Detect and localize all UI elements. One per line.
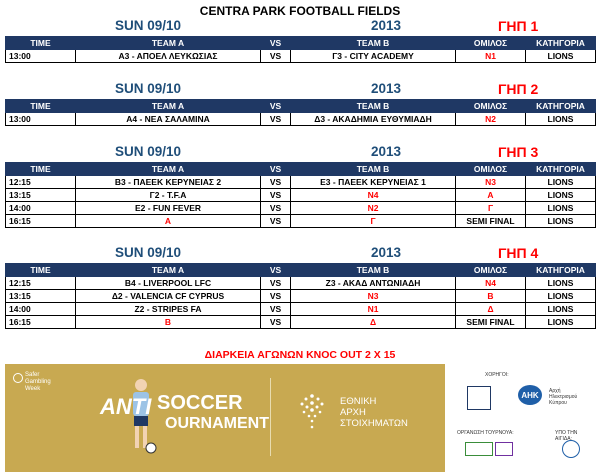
block-header	[5, 81, 595, 99]
aik-logo-icon	[517, 384, 543, 406]
column-header-team-a: TEAM A	[76, 264, 261, 277]
column-header-team-b: TEAM B	[291, 37, 456, 50]
column-header-group: ΟΜΙΛΟΣ	[456, 264, 526, 277]
team-b-cell: Γ	[291, 215, 456, 228]
column-header-time: TIME	[6, 163, 76, 176]
category-cell: LIONS	[526, 316, 596, 329]
match-block	[5, 144, 595, 228]
column-header-vs: VS	[261, 37, 291, 50]
block-date: SUN 09/10	[115, 81, 182, 96]
soccer-text: SOCCER	[157, 392, 243, 414]
category-cell: LIONS	[526, 303, 596, 316]
team-b-cell: Ν2	[291, 202, 456, 215]
team-b-cell: Ν3	[291, 290, 456, 303]
block-year: 2013	[371, 245, 402, 260]
category-cell: LIONS	[526, 202, 596, 215]
knockout-note: ΔΙΑΡΚΕΙΑ ΑΓΩΝΩΝ ΚΝΟC OUT 2 Χ 15	[204, 349, 396, 361]
table-row	[6, 202, 596, 215]
table-row	[6, 290, 596, 303]
match-block	[5, 18, 595, 63]
group-cell: Α	[456, 189, 526, 202]
sponsors-panel	[445, 364, 595, 472]
team-a-cell: Δ2 - VALENCIA CF CYPRUS	[76, 290, 261, 303]
table-row	[6, 316, 596, 329]
block-header	[5, 144, 595, 162]
block-date: SUN 09/10	[115, 144, 182, 159]
column-header-category: ΚΑΤΗΓΟΡΙΑ	[526, 163, 596, 176]
team-a-cell: Γ2 - T.F.A	[76, 189, 261, 202]
organizer-logo-2-icon	[495, 442, 513, 456]
match-block	[5, 245, 595, 329]
column-header-category: ΚΑΤΗΓΟΡΙΑ	[526, 100, 596, 113]
vs-cell: VS	[261, 202, 291, 215]
team-a-cell: Α	[76, 215, 261, 228]
team-b-cell: Ε3 - ΠΑΕΕΚ ΚΕΡΥΝΕΙΑΣ 1	[291, 176, 456, 189]
match-table	[5, 99, 596, 126]
vs-cell: VS	[261, 277, 291, 290]
team-a-cell: Β4 - LIVERPOOL LFC	[76, 277, 261, 290]
table-row	[6, 277, 596, 290]
column-header-time: TIME	[6, 100, 76, 113]
column-header-team-b: TEAM B	[291, 163, 456, 176]
vs-cell: VS	[261, 303, 291, 316]
team-a-cell: Α4 - ΝΕΑ ΣΑΛΑΜΙΝΑ	[76, 113, 261, 126]
pitch-label: ΓΗΠ 2	[498, 81, 539, 97]
tournament-text: OURNAMENT	[165, 415, 269, 432]
group-cell: Γ	[456, 202, 526, 215]
sponsor-logo-icon	[467, 386, 491, 410]
column-header-vs: VS	[261, 264, 291, 277]
block-header	[5, 18, 595, 36]
vs-cell: VS	[261, 189, 291, 202]
time-cell: 12:15	[6, 176, 76, 189]
column-header-team-b: TEAM B	[291, 264, 456, 277]
vs-cell: VS	[261, 50, 291, 63]
time-cell: 14:00	[6, 202, 76, 215]
eas-logo-icon	[295, 392, 329, 432]
match-table	[5, 162, 596, 228]
time-cell: 12:15	[6, 277, 76, 290]
vs-cell: VS	[261, 176, 291, 189]
time-cell: 13:15	[6, 189, 76, 202]
column-header-vs: VS	[261, 163, 291, 176]
team-a-cell: Β	[76, 316, 261, 329]
organizer-label: ΟΡΓΑΝΩΣΗ ΤΟΥΡΝΟΥΑ:	[457, 430, 514, 436]
time-cell: 13:00	[6, 50, 76, 63]
time-cell: 13:15	[6, 290, 76, 303]
safer-gambling-icon	[13, 373, 23, 383]
column-header-team-a: TEAM A	[76, 163, 261, 176]
group-cell: SEMI FINAL	[456, 316, 526, 329]
sponsors-label: ΧΟΡΗΓΟΙ:	[485, 372, 509, 378]
table-row	[6, 50, 596, 63]
column-header-team-b: TEAM B	[291, 100, 456, 113]
svg-text:ΑΗΚ: ΑΗΚ	[521, 391, 539, 400]
column-header-category: ΚΑΤΗΓΟΡΙΑ	[526, 264, 596, 277]
column-header-group: ΟΜΙΛΟΣ	[456, 163, 526, 176]
team-b-cell: Ν1	[291, 303, 456, 316]
organizer-logo-icon	[465, 442, 493, 456]
table-row	[6, 189, 596, 202]
table-header-row	[6, 264, 596, 277]
block-year: 2013	[371, 144, 402, 159]
group-cell: Β	[456, 290, 526, 303]
block-date: SUN 09/10	[115, 245, 182, 260]
vs-cell: VS	[261, 316, 291, 329]
divider	[270, 378, 271, 456]
column-header-group: ΟΜΙΛΟΣ	[456, 100, 526, 113]
table-row	[6, 176, 596, 189]
column-header-time: TIME	[6, 264, 76, 277]
match-block	[5, 81, 595, 126]
group-cell: Ν2	[456, 113, 526, 126]
page-title: CENTRA PARK FOOTBALL FIELDS	[199, 4, 401, 18]
column-header-group: ΟΜΙΛΟΣ	[456, 37, 526, 50]
table-row	[6, 113, 596, 126]
auspices-logo-icon	[562, 440, 580, 458]
team-a-cell: Α3 - ΑΠΟΕΛ ΛΕΥΚΩΣΙΑΣ	[76, 50, 261, 63]
vs-cell: VS	[261, 113, 291, 126]
category-cell: LIONS	[526, 215, 596, 228]
group-cell: Ν1	[456, 50, 526, 63]
vs-cell: VS	[261, 290, 291, 303]
category-cell: LIONS	[526, 50, 596, 63]
time-cell: 13:00	[6, 113, 76, 126]
match-table	[5, 36, 596, 63]
group-cell: Ν4	[456, 277, 526, 290]
team-a-cell: Ε2 - FUN FEVER	[76, 202, 261, 215]
table-header-row	[6, 100, 596, 113]
block-year: 2013	[371, 18, 402, 33]
category-cell: LIONS	[526, 176, 596, 189]
time-cell: 16:15	[6, 316, 76, 329]
safer-gambling-text: Safer Gambling Week	[25, 372, 51, 392]
block-year: 2013	[371, 81, 402, 96]
aik-caption: Αρχή Ηλεκτρισμού Κύπρου	[549, 388, 578, 406]
column-header-vs: VS	[261, 100, 291, 113]
table-row	[6, 215, 596, 228]
team-a-cell: Β3 - ΠΑΕΕΚ ΚΕΡΥΝΕΙΑΣ 2	[76, 176, 261, 189]
pitch-label: ΓΗΠ 4	[498, 245, 539, 261]
team-b-cell: Δ	[291, 316, 456, 329]
table-row	[6, 303, 596, 316]
category-cell: LIONS	[526, 277, 596, 290]
group-cell: SEMI FINAL	[456, 215, 526, 228]
column-header-category: ΚΑΤΗΓΟΡΙΑ	[526, 37, 596, 50]
category-cell: LIONS	[526, 290, 596, 303]
team-b-cell: Δ3 - ΑΚΑΔΗΜΙΑ ΕΥΘΥΜΙΑΔΗ	[291, 113, 456, 126]
category-cell: LIONS	[526, 189, 596, 202]
table-header-row	[6, 37, 596, 50]
auspices-label: ΥΠΟ ΤΗΝ ΑΙΓΙΔΑ:	[555, 430, 578, 442]
sponsor-banner	[5, 364, 595, 472]
team-a-cell: Ζ2 - STRIPES FA	[76, 303, 261, 316]
group-cell: Ν3	[456, 176, 526, 189]
pitch-label: ΓΗΠ 1	[498, 18, 539, 34]
column-header-team-a: TEAM A	[76, 100, 261, 113]
team-b-cell: Ν4	[291, 189, 456, 202]
column-header-team-a: TEAM A	[76, 37, 261, 50]
team-b-cell: Ζ3 - ΑΚΑΔ ΑΝΤΩΝΙΑΔΗ	[291, 277, 456, 290]
table-header-row	[6, 163, 596, 176]
time-cell: 16:15	[6, 215, 76, 228]
time-cell: 14:00	[6, 303, 76, 316]
block-date: SUN 09/10	[115, 18, 182, 33]
vs-cell: VS	[261, 215, 291, 228]
group-cell: Δ	[456, 303, 526, 316]
eas-text: ΕΘΝΙΚΗ ΑΡΧΗ ΣΤΟΙΧΗΜΑΤΩΝ	[340, 396, 408, 429]
anti-logo: ANTI	[100, 394, 152, 419]
match-table	[5, 263, 596, 329]
column-header-time: TIME	[6, 37, 76, 50]
category-cell: LIONS	[526, 113, 596, 126]
pitch-label: ΓΗΠ 3	[498, 144, 539, 160]
block-header	[5, 245, 595, 263]
team-b-cell: Γ3 - CITY ACADEMY	[291, 50, 456, 63]
